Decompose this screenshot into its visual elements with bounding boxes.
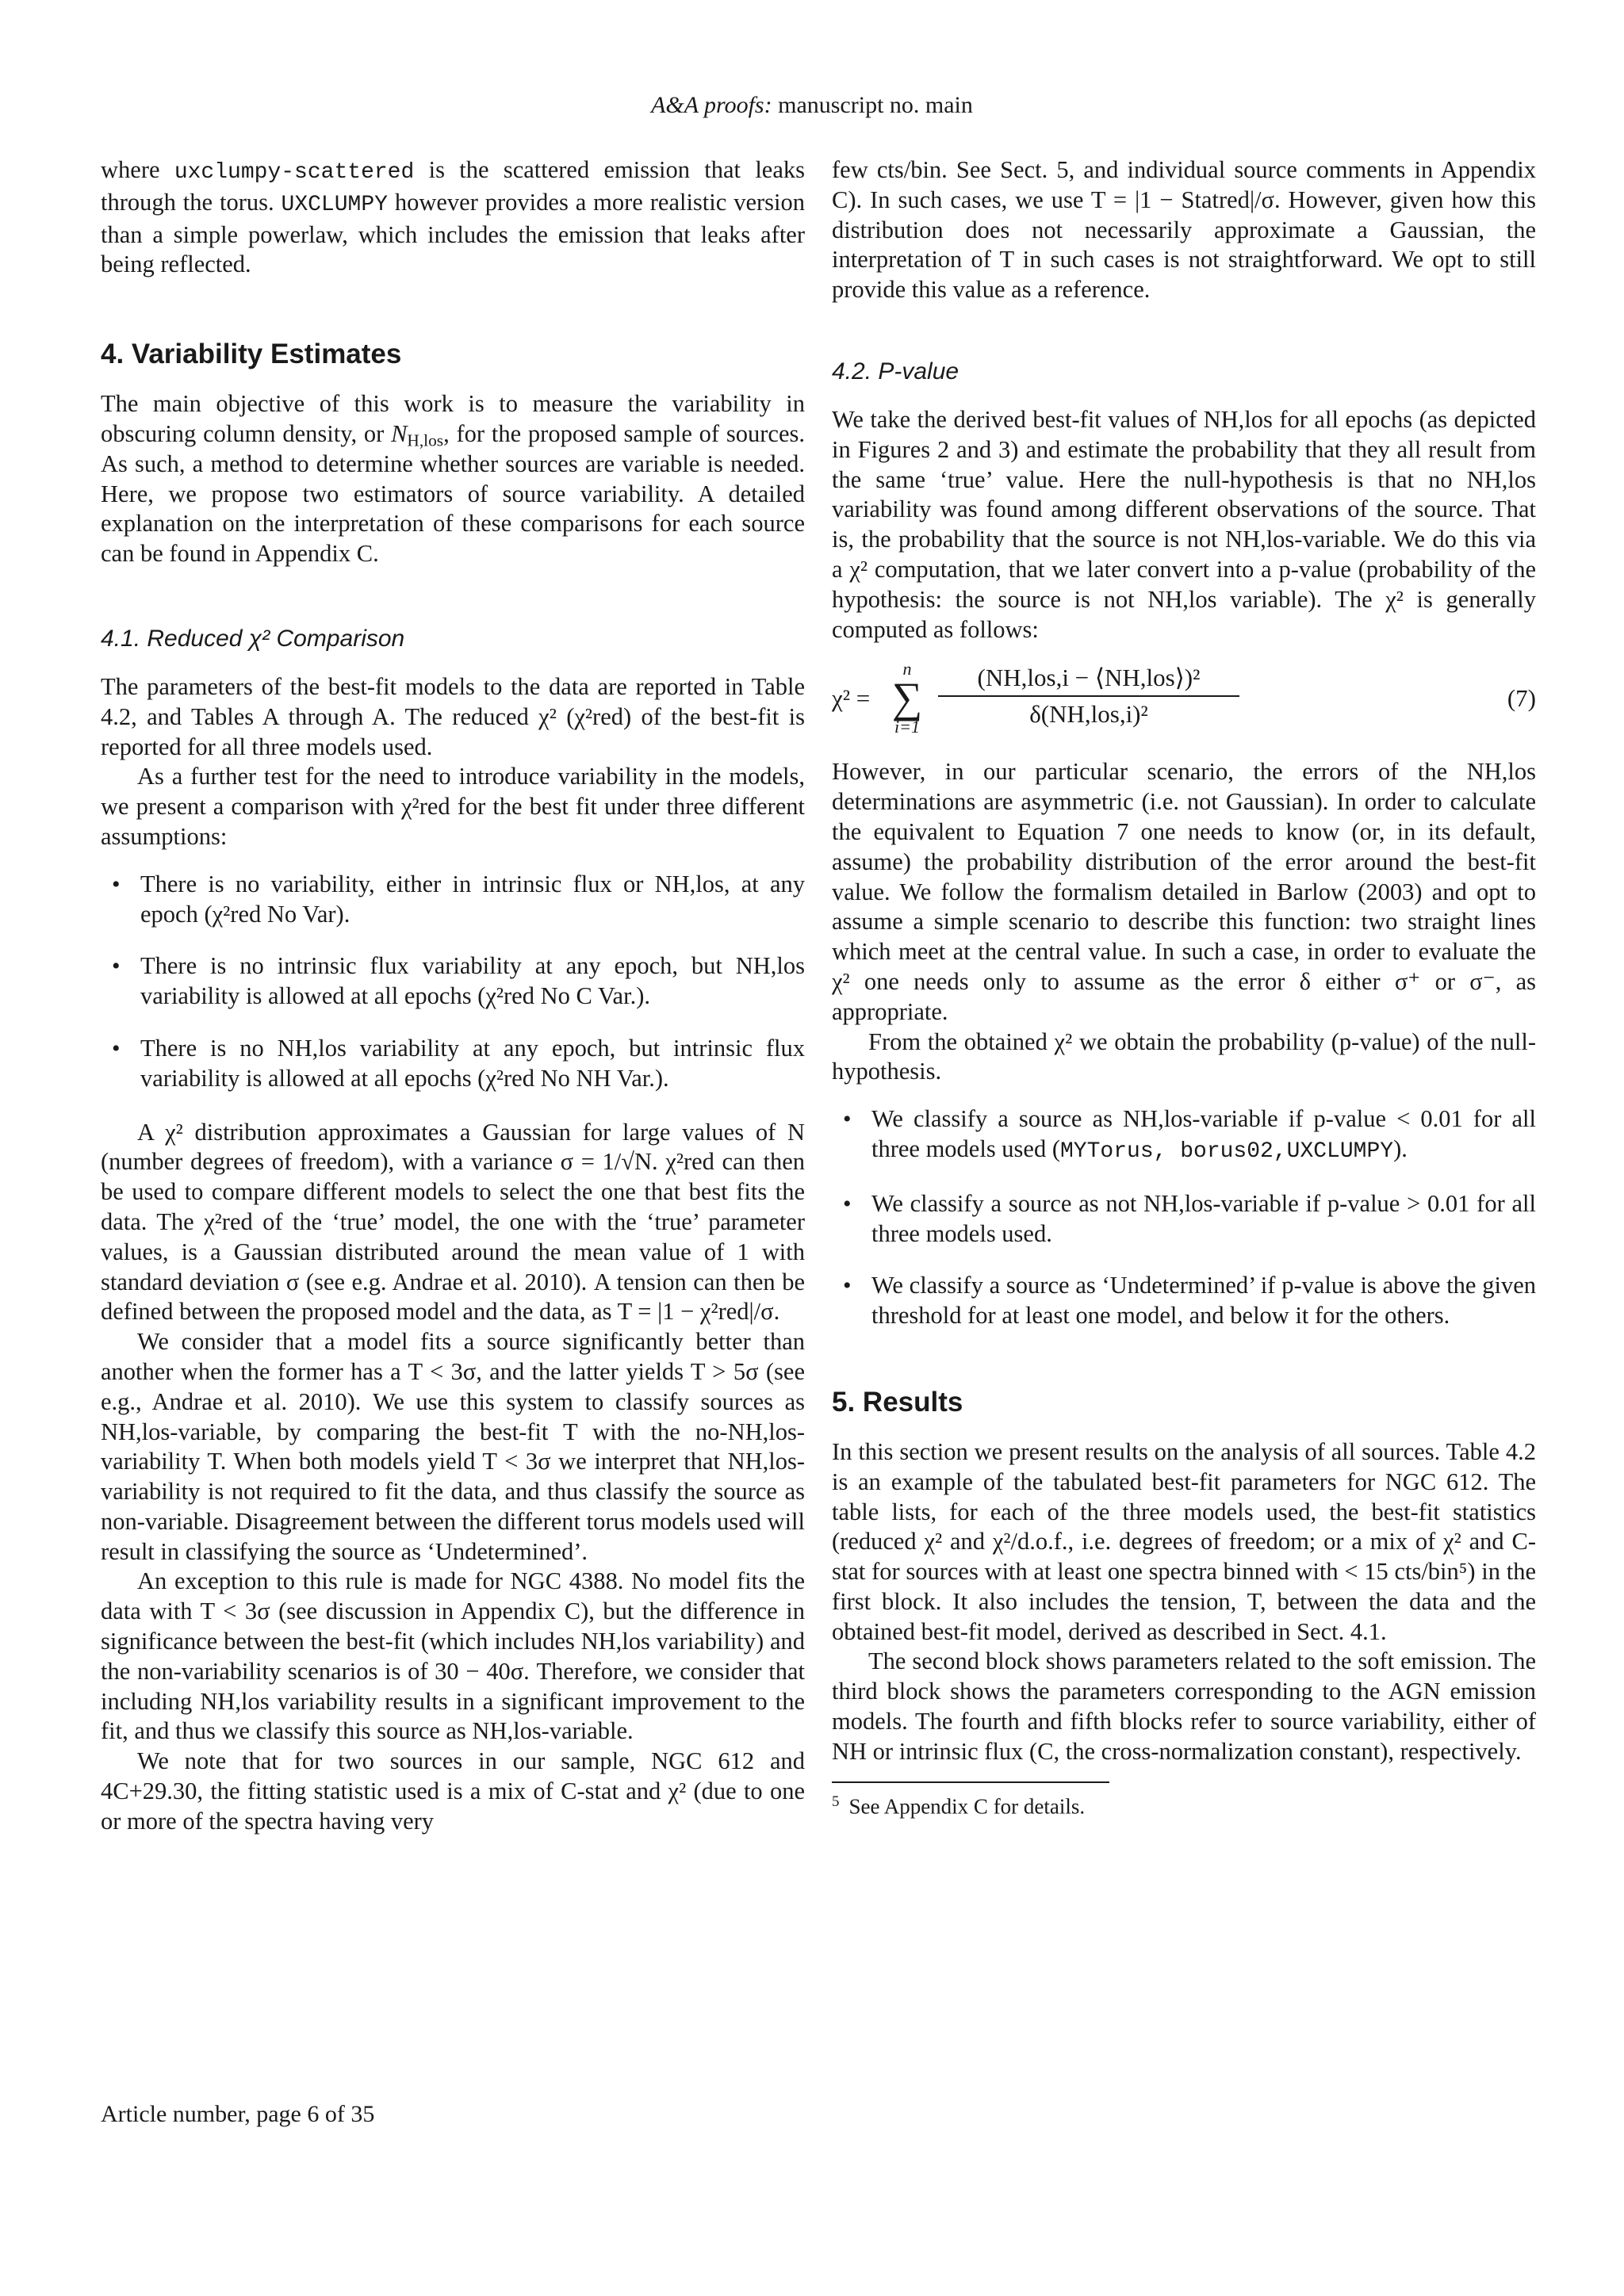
equation-lhs: χ² = <box>832 684 871 713</box>
results-paragraph: In this section we present results on the analysis of all sources. Table 4.2 is an example of the tabulated best-fit parameters for NGC 612. The table lists, for each of the three models used, the best-fit statistics (reduced χ² and χ²/d.o.f., i.e. degrees of freedom; or a mix of χ² and C-stat for sources with at least one spectra binned with < 15 cts/bin⁵) in the first block. It also includes the tension, T, between the data and the obtained best-fit model, derived as described in Sect. 4.1. <box>832 1437 1536 1645</box>
page-footer: Article number, page 6 of 35 <box>101 2101 375 2127</box>
equation-number: (7) <box>1507 684 1536 713</box>
journal-name: A&A proofs: <box>651 92 772 118</box>
assumption-item: • There is no variability, either in intrinsic flux or NH,los, at any epoch (χ²red No Var). <box>101 870 805 930</box>
subsection-4-1-title: 4.1. Reduced χ² Comparison <box>101 625 405 652</box>
classification-list <box>832 1104 1536 1331</box>
running-header <box>0 92 1624 119</box>
left-column <box>101 155 805 1837</box>
assumption-list <box>101 870 805 1094</box>
classification-item: • We classify a source as NH,los-variable if p-value < 0.01 for all three models used (MYTorus, borus02,UXCLUMPY). <box>832 1104 1536 1167</box>
right-column <box>832 155 1536 1820</box>
footnote-number: 5 <box>832 1793 840 1810</box>
sub41-paragraph-2: As a further test for the need to introduce variability in the models, we present a comparison with χ²red for the best fit under three different assumptions: <box>101 763 805 850</box>
manuscript-id: manuscript no. main <box>778 92 973 118</box>
fraction-denominator: δ(NH,los,i)² <box>1029 700 1148 729</box>
subsection-4-2-title: 4.2. P-value <box>832 358 959 385</box>
sub41-paragraph-1: The parameters of the best-fit models to the data are reported in Table 4.2, and Tables A through A. The reduced χ² (χ²red) of the best-fit is reported for all three models used. <box>101 672 805 760</box>
footnote-text: See Appendix C for details. <box>848 1794 1086 1819</box>
consider-paragraph: We consider that a model fits a source significantly better than another when the former has a T < 3σ, and the latter yields T > 5σ (see e.g., Andrae et al. 2010). We use this system to classify sources as NH,los-variable, by comparing the best-fit T with the no-NH,los-variability T. When both models yield T < 3σ we interpret that NH,los-variability is not required to fit the data, and thus classify the source as non-variable. Disagreement between the different torus models used will result in classifying the source as ‘Undetermined’. <box>101 1328 805 1565</box>
however-paragraph: However, in our particular scenario, the errors of the NH,los determinations are asymmetric (i.e. not Gaussian). In order to calculate the equivalent to Equation 7 one needs to know (or, in its default, assume) the probability distribution of the error around the best-fit value. We follow the formalism detailed in Barlow (2003) and opt to assume a simple scenario to describe this function: two straight lines which meet at the central value. In such a case, in order to evaluate the χ² one needs only to assume as the error δ either σ⁺ or σ⁻, as appropriate. <box>832 758 1536 1025</box>
equation-7 <box>832 656 1536 751</box>
section-4-title: 4. Variability Estimates <box>101 339 402 370</box>
continuation-paragraph: few cts/bin. See Sect. 5, and individual source comments in Appendix C). In such cases, we use T = |1 − Statred|/σ. However, given how this distribution does not necessarily approximate a Gaussian, the interpretation of T in such cases is not straightforward. We opt to still provide this value as a reference. <box>832 156 1536 304</box>
note-paragraph: We note that for two sources in our sample, NGC 612 and 4C+29.30, the fitting statistic used is a mix of C-stat and χ² (due to one or more of the spectra having very <box>101 1747 805 1835</box>
assumption-item: • There is no NH,los variability at any epoch, but intrinsic flux variability is allowed at all epochs (χ²red No NH Var.). <box>101 1034 805 1094</box>
section-4-paragraph: The main objective of this work is to measure the variability in obscuring column density, or $N_{H,los}$, for the proposed sample of sources. As such, a method to determine whether sources are variable is needed. Here, we propose two estimators of source variability. A detailed explanation on the interpretation of these comparisons for each source can be found in Appendix C. <box>101 390 805 568</box>
fraction-numerator: (NH,los,i − ⟨NH,los⟩)² <box>938 664 1239 697</box>
from-paragraph: From the obtained χ² we obtain the probability (p-value) of the null-hypothesis. <box>832 1027 1536 1085</box>
second-block-paragraph: The second block shows parameters related to the soft emission. The third block shows the parameters corresponding to the AGN emission models. The fourth and fifth blocks refer to source variability, either of NH or intrinsic flux (C, the cross-normalization constant), respectively. <box>832 1647 1536 1765</box>
footnote-rule <box>832 1781 1109 1783</box>
footnote <box>832 1788 1536 1820</box>
section-5-title: 5. Results <box>832 1386 963 1418</box>
assumption-item: • There is no intrinsic flux variability at any epoch, but NH,los variability is allowed at all epochs (χ²red No C Var.). <box>101 951 805 1012</box>
equation-fraction <box>938 664 1239 729</box>
classification-item: • We classify a source as ‘Undetermined’ if p-value is above the given threshold for at least one model, and below it for the others. <box>832 1271 1536 1331</box>
classification-item: • We classify a source as not NH,los-variable if p-value > 0.01 for all three models used. <box>832 1189 1536 1249</box>
gaussian-paragraph: A χ² distribution approximates a Gaussian for large values of N (number degrees of freedom), with a variance σ = 1/√N. χ²red can then be used to compare different models to select the one that best fits the data. The χ²red of the ‘true’ model, the one with the ‘true’ parameter values, is a Gaussian distributed around the mean value of 1 with standard deviation σ (see e.g. Andrae et al. 2010). A tension can then be defined between the proposed model and the data, as T = |1 − χ²red|/σ. <box>101 1118 805 1326</box>
summation-symbol: n ∑ i=1 <box>891 659 923 737</box>
exception-paragraph: An exception to this rule is made for NGC 4388. No model fits the data with T < 3σ (see discussion in Appendix C), but the difference in significance between the best-fit (which includes NH,los variability) and the non-variability scenarios is of 30 − 40σ. Therefore, we consider that including NH,los variability results in a significant improvement to the fit, and thus we classify this source as NH,los-variable. <box>101 1567 805 1745</box>
pvalue-paragraph: We take the derived best-fit values of NH,los for all epochs (as depicted in Figures 2 and 3) and estimate the probability that they all result from the same ‘true’ value. Here the null-hypothesis is that no NH,los variability was found among different observations of the source. That is, the probability that the source is not NH,los-variable. We do this via a χ² computation, that we later convert into a p-value (probability of the hypothesis: the source is not NH,los variable). The χ² is generally computed as follows: <box>832 405 1536 643</box>
intro-paragraph: where uxclumpy-scattered is the scattered emission that leaks through the torus. UXCLUMPY however provides a more realistic version than a simple powerlaw, which includes the emission that leaks after being reflected. <box>101 156 805 278</box>
